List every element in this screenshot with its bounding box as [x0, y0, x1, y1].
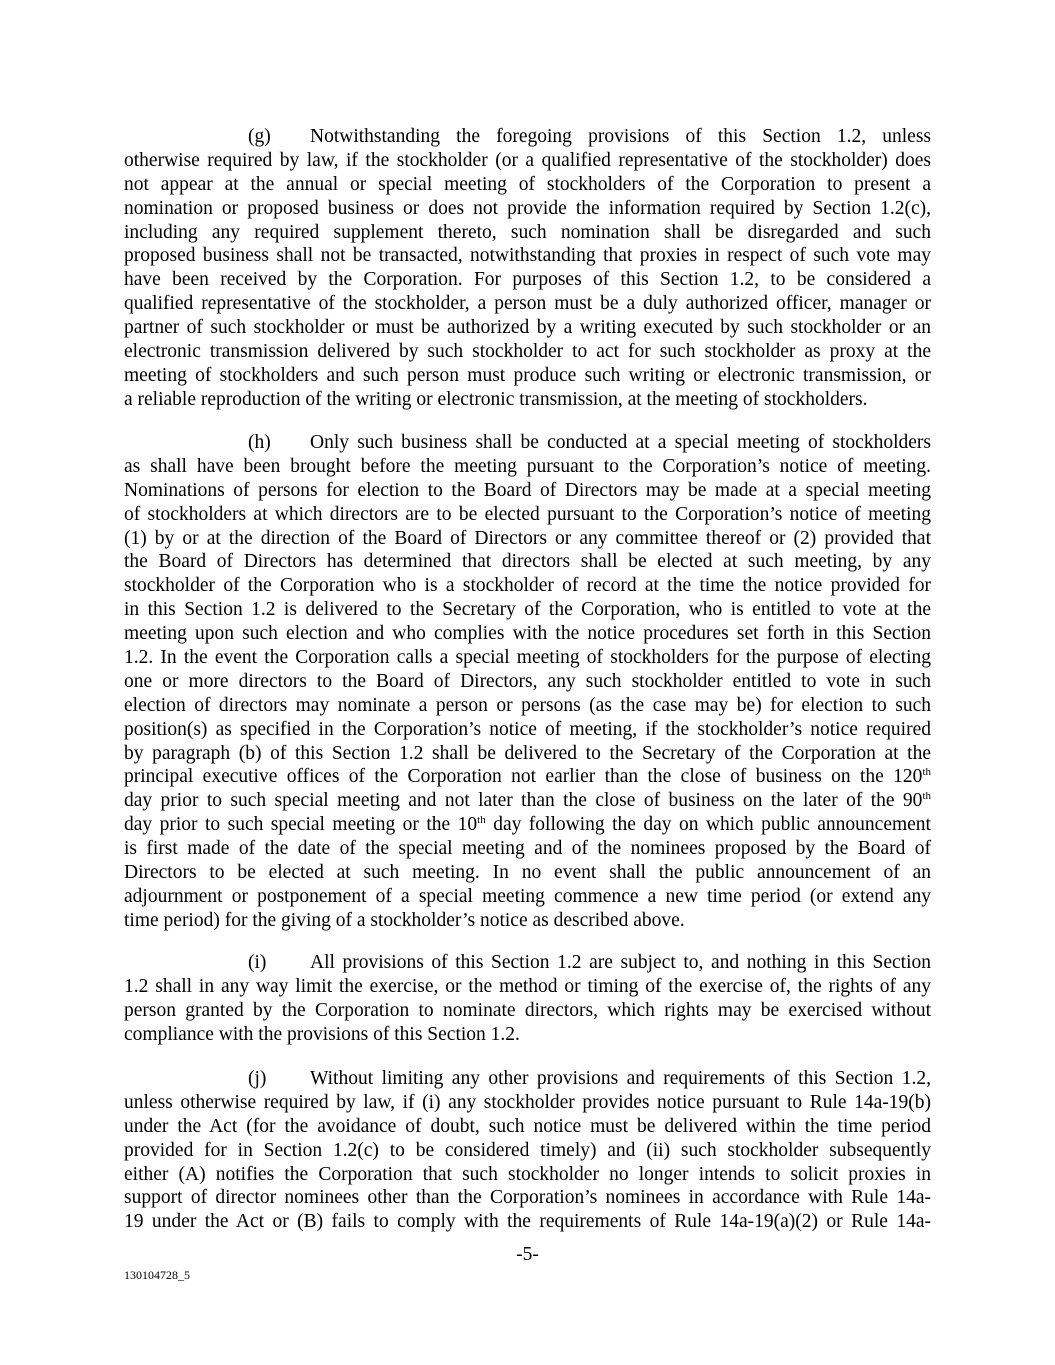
line-text: under the Act (for the avoidance of doubt, such notice must be delivered within the time period: [124, 1115, 931, 1137]
line-text: stockholder of the Corporation who is a stockholder of record at the time the notice provided for: [124, 575, 931, 597]
text-line: [124, 340, 931, 364]
line-text: is first made of the date of the special meeting and of the nominees proposed by the Board of: [124, 838, 931, 860]
line-text: have been received by the Corporation. For purposes of this Section 1.2, to be considered a: [124, 269, 931, 291]
line-text: proposed business shall not be transacted, notwithstanding that proxies in respect of such vote may: [124, 245, 931, 267]
text-line: [124, 999, 931, 1023]
line-text: adjournment or postponement of a special meeting commence a new time period (or extend any: [124, 885, 931, 907]
paragraph-j: [124, 1067, 931, 1234]
text-line: [124, 885, 931, 909]
text-line: [124, 837, 931, 861]
text-line: [124, 951, 931, 975]
paragraph-label: (i): [248, 952, 267, 973]
line-text: either (A) notifies the Corporation that such stockholder no longer intends to solicit proxies in: [124, 1163, 931, 1185]
line-text: 1.2. In the event the Corporation calls a special meeting of stockholders for the purpose of electing: [124, 647, 931, 669]
line-text: electronic transmission delivered by such stockholder to act for such stockholder as proxy at the: [124, 341, 931, 363]
line-text: person granted by the Corporation to nominate directors, which rights may be exercised without: [124, 999, 931, 1021]
text-line: [124, 1067, 931, 1091]
text-line: [124, 364, 931, 388]
paragraph-g: [124, 125, 931, 412]
text-line: [124, 197, 931, 221]
text-line: [124, 574, 931, 598]
text-line: [124, 718, 931, 742]
line-text: compliance with the provisions of this Section 1.2.: [124, 1023, 520, 1045]
line-text: support of director nominees other than the Corporation’s nominees in accordance with Rule 14a-: [124, 1187, 931, 1209]
text-line: [124, 125, 931, 149]
paragraph-h: [124, 431, 931, 933]
paragraph-label: (h): [248, 432, 271, 453]
line-text: partner of such stockholder or must be authorized by a writing executed by such stockholder or an: [124, 317, 931, 339]
line-text: (1) by or at the direction of the Board of Directors or any committee thereof or (2) provided that: [124, 527, 931, 549]
text-line: [124, 1139, 931, 1163]
text-line: [124, 292, 931, 316]
line-text: including any required supplement thereto, such nomination shall be disregarded and such: [124, 221, 931, 243]
line-text: of stockholders at which directors are to be elected pursuant to the Corporation’s notice of meeting: [124, 503, 931, 525]
text-line: [124, 244, 931, 268]
text-line: [124, 742, 931, 766]
text-line: [124, 1163, 931, 1187]
line-text: nomination or proposed business or does not provide the information required by Section 1.2(c),: [124, 197, 931, 219]
line-text: election of directors may nominate a person or persons (as the case may be) for election to such: [124, 694, 931, 716]
line-text: time period) for the giving of a stockholder’s notice as described above.: [124, 909, 685, 931]
text-line: [124, 1023, 931, 1047]
line-text: a reliable reproduction of the writing or electronic transmission, at the meeting of stockholders.: [124, 388, 868, 410]
line-text: meeting upon such election and who complies with the notice procedures set forth in this Section: [124, 623, 931, 645]
line-text: Without limiting any other provisions and requirements of this Section 1.2,: [310, 1068, 931, 1089]
line-text: not appear at the annual or special meeting of stockholders of the Corporation to present a: [124, 173, 931, 195]
paragraph-label: (g): [248, 126, 271, 147]
text-line: [124, 670, 931, 694]
line-text: provided for in Section 1.2(c) to be considered timely) and (ii) such stockholder subsequently: [124, 1139, 931, 1161]
text-line: [124, 455, 931, 479]
text-line: [124, 527, 931, 551]
line-text: All provisions of this Section 1.2 are subject to, and nothing in this Section: [310, 952, 931, 973]
text-line: [124, 268, 931, 292]
line-text: day prior to such special meeting and not later than the close of business on the later of the 90th: [124, 790, 931, 812]
line-text: otherwise required by law, if the stockholder (or a qualified representative of the stockholder) does: [124, 149, 931, 171]
line-text: day prior to such special meeting or the 10th day following the day on which public announcement: [124, 814, 931, 836]
paragraph-i: [124, 951, 931, 1047]
line-text: by paragraph (b) of this Section 1.2 shall be delivered to the Secretary of the Corporation at the: [124, 742, 931, 764]
text-line: [124, 813, 931, 837]
paragraph-label: (j): [248, 1068, 267, 1089]
line-text: unless otherwise required by law, if (i) any stockholder provides notice pursuant to Rule 14a-19(b): [124, 1091, 931, 1113]
text-line: [124, 598, 931, 622]
text-line: [124, 861, 931, 885]
line-text: one or more directors to the Board of Directors, any such stockholder entitled to vote in such: [124, 670, 931, 692]
text-line: [124, 388, 931, 412]
text-line: [124, 221, 931, 245]
text-line: [124, 765, 931, 789]
line-text: in this Section 1.2 is delivered to the Secretary of the Corporation, who is entitled to vote at the: [124, 599, 931, 621]
line-text: qualified representative of the stockholder, a person must be a duly authorized officer, manager or: [124, 293, 931, 315]
text-line: [124, 975, 931, 999]
line-text: principal executive offices of the Corporation not earlier than the close of business on the 120th: [124, 766, 931, 788]
line-text: 1.2 shall in any way limit the exercise, or the method or timing of the exercise of, the rights of any: [124, 975, 931, 997]
line-text: as shall have been brought before the meeting pursuant to the Corporation’s notice of meeting.: [124, 455, 931, 477]
text-line: [124, 503, 931, 527]
line-text: the Board of Directors has determined that directors shall be elected at such meeting, by any: [124, 551, 931, 573]
text-line: [124, 646, 931, 670]
text-line: [124, 173, 931, 197]
text-line: [124, 149, 931, 173]
text-line: [124, 479, 931, 503]
line-text: Nominations of persons for election to the Board of Directors may be made at a special meeting: [124, 479, 931, 501]
text-line: [124, 622, 931, 646]
page-number: -5-: [516, 1244, 539, 1265]
text-line: [124, 431, 931, 455]
text-line: [124, 550, 931, 574]
line-text: Directors to be elected at such meeting. In no event shall the public announcement of an: [124, 862, 931, 884]
text-line: [124, 1115, 931, 1139]
text-line: [124, 1210, 931, 1234]
line-text: position(s) as specified in the Corporation’s notice of meeting, if the stockholder’s notice required: [124, 718, 931, 740]
text-line: [124, 909, 931, 933]
line-text: 19 under the Act or (B) fails to comply with the requirements of Rule 14a-19(a)(2) or Rule 14a-: [124, 1211, 931, 1233]
line-text: Notwithstanding the foregoing provisions of this Section 1.2, unless: [310, 126, 931, 147]
text-line: [124, 316, 931, 340]
text-line: [124, 1091, 931, 1115]
line-text: Only such business shall be conducted at a special meeting of stockholders: [310, 432, 931, 453]
text-line: [124, 789, 931, 813]
text-line: [124, 694, 931, 718]
document-id: 130104728_5: [124, 1268, 190, 1282]
text-line: [124, 1186, 931, 1210]
line-text: meeting of stockholders and such person must produce such writing or electronic transmission, or: [124, 364, 931, 386]
